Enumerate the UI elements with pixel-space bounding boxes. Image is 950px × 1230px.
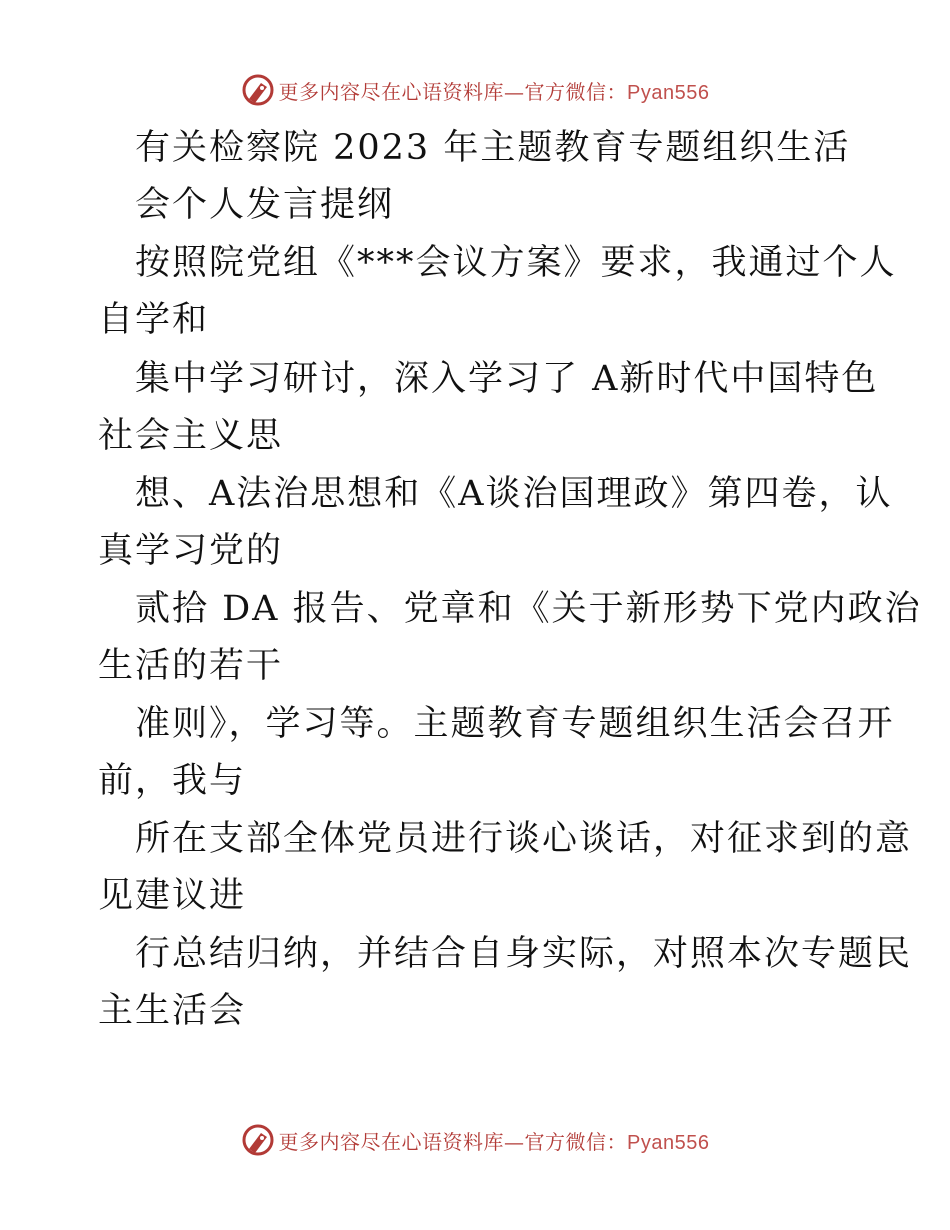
banner-wechat-id: Pyan556 <box>627 1131 710 1154</box>
banner-wechat-label: 官方微信： <box>524 1129 628 1154</box>
title-line-1: 有关检察院 2023 年主题教育专题组织生活 <box>135 128 851 168</box>
title-line-2: 会个人发言提纲 <box>135 185 395 225</box>
pen-nib-logo-icon <box>241 1123 275 1157</box>
paragraph-line: 自学和 <box>98 300 210 340</box>
banner-wechat-id: Pyan556 <box>627 81 710 104</box>
banner-main-text: 更多内容尽在心语资料库 <box>278 79 505 104</box>
paragraph-line: 社会主义思 <box>98 416 284 456</box>
paragraph-line: 准则》，学习等。主题教育专题组织生活会召开 <box>135 704 895 744</box>
paragraph-line: 主生活会 <box>98 991 247 1031</box>
paragraph-line: 贰拾 DA 报告、党章和《关于新形势下党内政治 <box>135 589 922 629</box>
banner-separator: — <box>504 1129 525 1154</box>
paragraph-line: 见建议进 <box>98 876 247 916</box>
paragraph-line: 集中学习研讨，深入学习了 A新时代中国特色 <box>135 359 879 399</box>
footer-banner <box>0 1120 950 1160</box>
paragraph-line: 所在支部全体党员进行谈心谈话，对征求到的意 <box>135 819 913 859</box>
banner-main-text: 更多内容尽在心语资料库 <box>278 1129 505 1154</box>
banner-wechat-label: 官方微信： <box>524 79 628 104</box>
paragraph-line: 按照院党组《***会议方案》要求，我通过个人 <box>135 243 897 283</box>
banner-separator: — <box>504 79 525 104</box>
paragraph-line: 想、A法治思想和《A谈治国理政》第四卷，认 <box>135 474 893 514</box>
paragraph-line: 前，我与 <box>98 761 247 801</box>
paragraph-line: 行总结归纳，并结合自身实际，对照本次专题民 <box>135 934 913 974</box>
banner-text <box>279 1126 710 1155</box>
paragraph-line: 生活的若干 <box>98 646 284 686</box>
paragraph-line: 真学习党的 <box>98 531 284 571</box>
